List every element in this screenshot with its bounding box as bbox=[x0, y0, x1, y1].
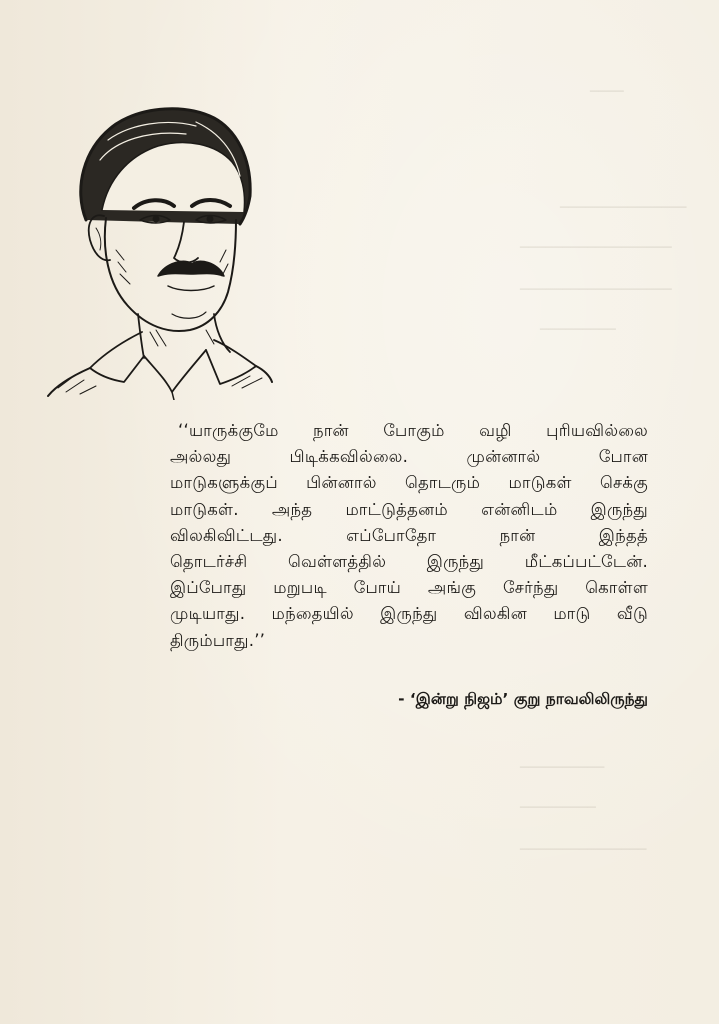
show-through-text: ───────── bbox=[540, 322, 616, 338]
show-through-text: ────────────────── bbox=[520, 282, 672, 298]
quote-line: இப்போது மறுபடி போய் அங்கு சேர்ந்து கொள்ள bbox=[170, 578, 648, 598]
quote-attribution: - ‘இன்று நிஜம்’ குறு நாவலிலிருந்து bbox=[398, 690, 648, 708]
quote-line: மாடுகள். அந்த மாட்டுத்தனம் என்னிடம் இருந்து bbox=[170, 499, 648, 519]
show-through-text: ────────── bbox=[520, 760, 605, 776]
quote-line: ‘‘யாருக்குமே நான் போகும் வழி புரியவில்லை bbox=[178, 421, 648, 440]
quote-line: அல்லது பிடிக்கவில்லை. முன்னால் போன bbox=[170, 447, 648, 467]
quote-line: முடியாது. மந்தையில் இருந்து விலகின மாடு வீடு bbox=[170, 604, 648, 624]
quote-line: விலகிவிட்டது. எப்போதோ நான் இந்தத் bbox=[170, 525, 648, 545]
quote-line: மாடுகளுக்குப் பின்னால் தொடரும் மாடுகள் செக்கு bbox=[170, 473, 648, 493]
quote-block bbox=[170, 418, 648, 654]
quote-line: தொடர்ச்சி வெள்ளத்தில் இருந்து மீட்கப்பட்டேன். bbox=[170, 551, 648, 571]
show-through-text: ───────── bbox=[520, 800, 596, 816]
show-through-text: ─────────────── bbox=[560, 200, 687, 216]
author-portrait-illustration bbox=[46, 100, 274, 400]
show-through-text: ────────────────── bbox=[520, 240, 672, 256]
show-through-text: ──── bbox=[590, 84, 624, 100]
show-through-text: ─────────────── bbox=[520, 842, 647, 858]
quote-line: திரும்பாது.’’ bbox=[170, 630, 266, 650]
